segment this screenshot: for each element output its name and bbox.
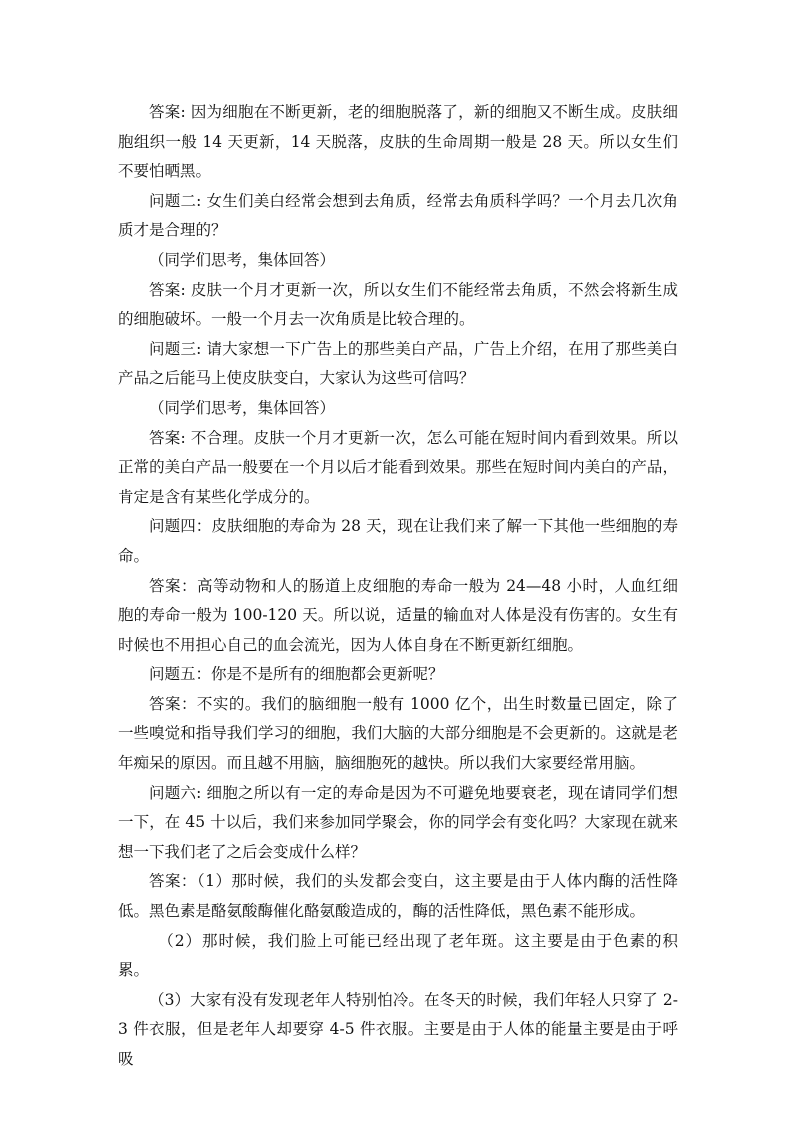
think-answer-note-2: （同学们思考，集体回答）: [149, 398, 336, 417]
question-three-paragraph: 问题三: 请大家想一下广告上的那些美白产品，广告上介绍，在用了那些美白产品之后能马上使皮肤变白，大家认为这些可信吗？: [118, 339, 678, 388]
answer-paragraph-whitening-products: 答案: 不合理。皮肤一个月才更新一次，怎么可能在短时间内看到效果。所以正常的美白产品一般要在一个月以后才能看到效果。那些在短时间内美白的产品，肯定是含有某些化学成分的。: [118, 428, 678, 506]
answer-paragraph-cell-renewal: 答案: 因为细胞在不断更新，老的细胞脱落了，新的细胞又不断生成。皮肤细胞组织一般 14 天更新，14 天脱落，皮肤的生命周期一般是 28 天。所以女生们不要怕晒黑。: [118, 103, 678, 181]
question-six-paragraph: 问题六: 细胞之所以有一定的寿命是因为不可避免地要衰老，现在请同学们想一下，在 45 十以后，我们来参加同学聚会，你的同学会有变化吗？大家现在就来想一下我们老了之后会变成什么样？: [118, 783, 678, 861]
answer-paragraph-aging-1: 答案：（1）那时候，我们的头发都会变白，这主要是由于人体内酶的活性降低。黑色素是酪氨酸酶催化酪氨酸造成的，酶的活性降低，黑色素不能形成。: [118, 872, 678, 921]
think-answer-note-1: （同学们思考，集体回答）: [149, 250, 336, 269]
question-four-paragraph: 问题四：皮肤细胞的寿命为 28 天，现在让我们来了解一下其他一些细胞的寿命。: [118, 517, 678, 565]
answer-paragraph-exfoliation: 答案: 皮肤一个月才更新一次，所以女生们不能经常去角质，不然会将新生成的细胞破坏。一般一个月去一次角质是比较合理的。: [118, 280, 678, 329]
answer-paragraph-brain-cells: 答案：不实的。我们的脑细胞一般有 1000 亿个，出生时数量已固定，除了一些嗅觉和指导我们学习的细胞，我们大脑的大部分细胞是不会更新的。这就是老年痴呆的原因。而且越不用脑，脑细胞死的越快。所以我们大家要经常用脑。: [118, 694, 678, 773]
answer-paragraph-aging-3: （3）大家有没有发现老年人特别怕冷。在冬天的时候，我们年轻人只穿了 2-3 件衣服，但是老年人却要穿 4-5 件衣服。主要是由于人体的能量主要是由于呼吸: [118, 990, 678, 1068]
answer-paragraph-aging-2: （2）那时候，我们脸上可能已经出现了老年斑。这主要是由于色素的积累。: [118, 931, 678, 980]
question-five-paragraph: 问题五：你是不是所有的细胞都会更新呢？: [149, 665, 444, 684]
answer-paragraph-cell-lifespan: 答案：高等动物和人的肠道上皮细胞的寿命一般为 24—48 小时，人血红细胞的寿命一般为 100-120 天。所以说，适量的输血对人体是没有伤害的。女生有时候也不用担心自己的血会流光，因为人体自身在不断更新红细胞。: [118, 576, 678, 654]
document-body: [118, 98, 678, 1075]
question-two-paragraph: 问题二: 女生们美白经常会想到去角质，经常去角质科学吗？一个月去几次角质才是合理的？: [118, 191, 678, 240]
